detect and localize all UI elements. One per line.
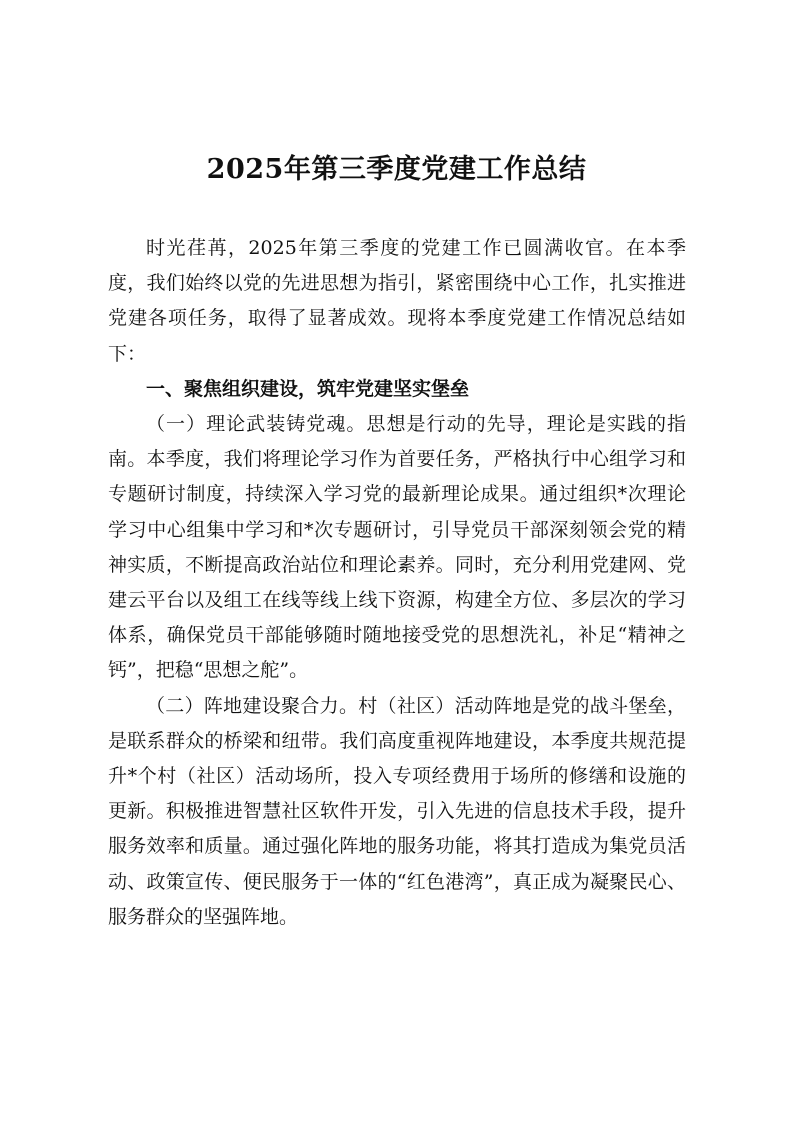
- section-heading: 一、聚焦组织建设，筑牢党建坚实堡垒: [146, 377, 470, 400]
- document-title: 2025年第三季度党建工作总结: [206, 154, 587, 185]
- paragraph-text: 思想是行动的先导，理论是实践的指南。本季度，我们将理论学习作为首要任务，严格执行中心组学习和专题研讨制度，持续深入学习党的最新理论成果。通过组织*次理论学习中心组集中学习和*次专题研讨，引导党员干部深刻领会党的精神实质，不断提高政治站位和理论素养。同时，充分利用党建网、党建云平台以及组工在线等线上线下资源，构建全方位、多层次的学习体系，确保党员干部能够随时随地接受党的思想洗礼，补足“精神之钙”，把稳“思想之舵”。: [108, 413, 686, 682]
- document-body: [108, 231, 686, 935]
- paragraph-theory: [108, 407, 686, 689]
- paragraph-position: [108, 689, 686, 935]
- paragraph-text: 村（社区）活动阵地是党的战斗堡垒，是联系群众的桥梁和纽带。我们高度重视阵地建设，本季度共规范提升*个村（社区）活动场所，投入专项经费用于场所的修缮和设施的更新。积极推进智慧社区软件开发，引入先进的信息技术手段，提升服务效率和质量。通过强化阵地的服务功能，将其打造成为集党员活动、政策宣传、便民服务于一体的“红色港湾”，真正成为凝聚民心、服务群众的坚强阵地。: [108, 694, 686, 928]
- subheading-label: （二）阵地建设聚合力。: [146, 694, 359, 717]
- intro-paragraph: 时光荏苒，2025年第三季度的党建工作已圆满收官。在本季度，我们始终以党的先进思想为指引，紧密围绕中心工作，扎实推进党建各项任务，取得了显著成效。现将本季度党建工作情况总结如下：: [108, 237, 686, 365]
- subheading-label: （一）理论武装铸党魂。: [146, 413, 367, 436]
